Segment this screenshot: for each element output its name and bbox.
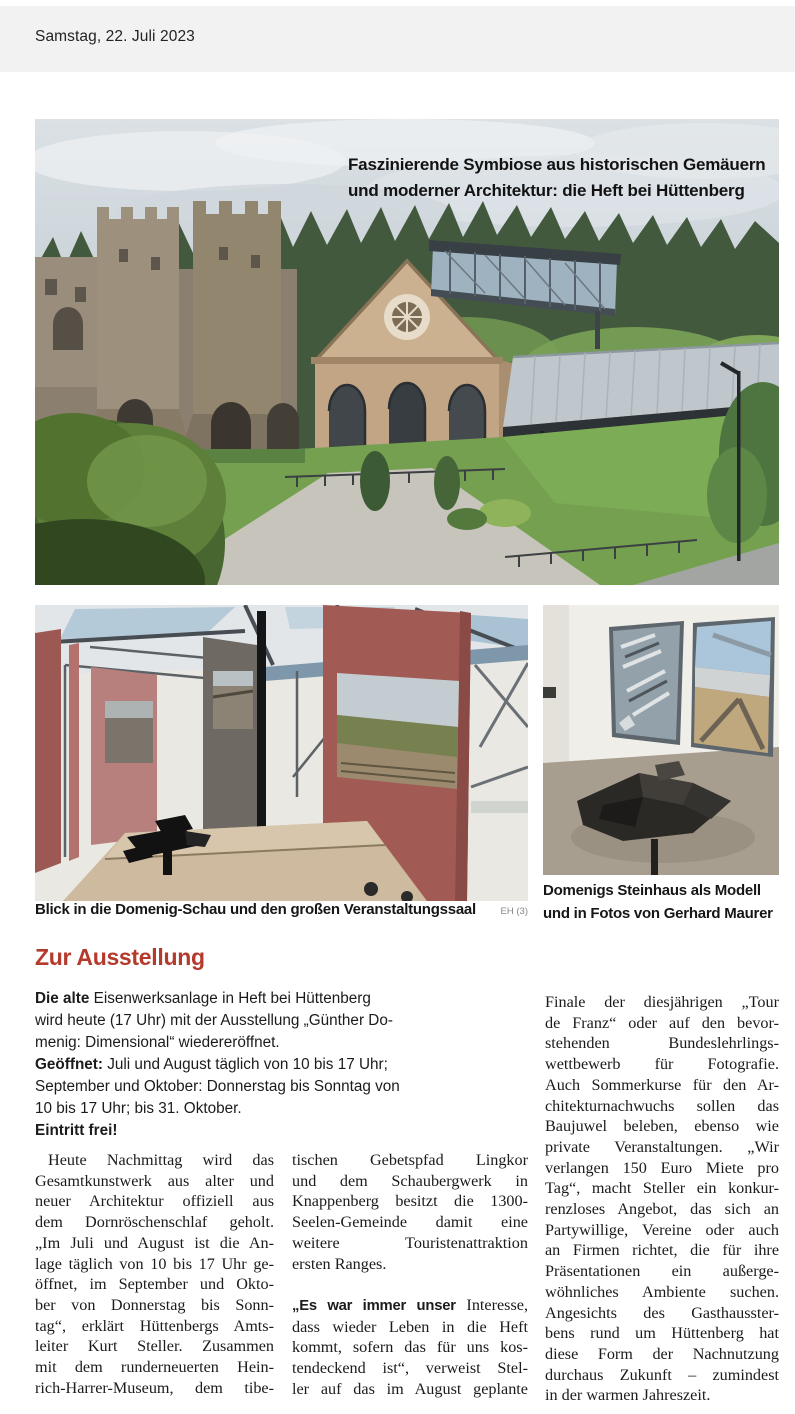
caption-right: Domenigs Steinhaus als Modell und in Fotos von Gerhard Maurer bbox=[543, 882, 773, 922]
date-header-band bbox=[0, 6, 795, 72]
photo-frame-right bbox=[691, 617, 775, 757]
infobox-text: Die alte Eisenwerksanlage in Heft bei Hüttenberg wird heute (17 Uhr) mit der Ausstellung „Günther Do- menig: Dimensional“ wiedereröffnet. Geöffnet: Juli und August täglich von 10 bis 17 Uhr; September und Oktober: Donnerstag bis Sonntag von 10 bis 17 Uhr; bis 31. Oktober. Eintritt frei! bbox=[35, 990, 400, 1139]
photo-frame-left bbox=[609, 621, 684, 745]
center-panel bbox=[203, 637, 257, 837]
photo-credit: EH (3) bbox=[500, 906, 528, 917]
hero-caption-line2: und moderner Architektur: die Heft bei Hüttenberg bbox=[348, 181, 745, 200]
floor-band bbox=[471, 801, 528, 813]
caption-left-text: Blick in die Domenig-Schau und den großen Veranstaltungssaal bbox=[35, 901, 476, 918]
article-column-1: Heute Nachmittag wird das Gesamtkunstwerk aus alter und neuer Architektur offiziell aus dem Dornröschenschlaf geholt. „Im Juli und August ist die An- lage täglich von 10 bis 17 Uhr ge- öffnet, im September und Okto- ber von Donnerstag bis Sonn- tag“, erklärt Hüttenbergs Amts- leiter Kurt Steller. Zusammen mit dem runderneuerten Hein- rich-Harrer-Museum, dem tibe- bbox=[35, 1151, 274, 1397]
exhibition-photo bbox=[35, 605, 528, 901]
article-column-3: Finale der diesjährigen „Tour de Franz“ oder auf den bevor- stehenden Bundeslehrlings- wettbewerb für Fotografie. Auch Sommerkurse für den Ar- chitekturnachwuchs sollen das Baujuwel beleben, ebenso wie private Veranstaltungen. „Wir verlangen 150 Euro Miete pro Tag“, macht Steller ein konkur- renzloses Angebot, das sich an Partywillige, Vereine oder auch an Firmen richtet, die für ihre Präsentationen ein außerge- wöhnliches Ambiente suchen. Angesichts des Gasthausster- bens rund um Hüttenberg hat diese Form der Nachnutzung durchaus Zukunft – zumindest in der warmen Jahreszeit. bbox=[545, 993, 779, 1405]
hero-photo bbox=[35, 119, 779, 585]
hero-caption bbox=[348, 152, 773, 204]
steinhaus-photo-art bbox=[543, 605, 779, 875]
hero-caption-line1: Faszinierende Symbiose aus historischen Gemäuern bbox=[348, 155, 766, 174]
steinhaus-photo bbox=[543, 605, 779, 875]
article-column-2: tischen Gebetspfad Lingkor und dem Schaubergwerk in Knappenberg besitzt die 1300- Seelen-Gemeinde damit eine weitere Touristenattraktion ersten Ranges. „Es war immer unser Interesse, dass wieder Leben in die Heft kommt, sofern das für uns kos- tendeckend ist“, verweist Stel- ler auf das im August geplante bbox=[292, 1151, 528, 1398]
infobox-heading: Zur Ausstellung bbox=[35, 944, 205, 970]
exhibition-photo-art bbox=[35, 605, 528, 901]
wall-fixture bbox=[543, 687, 556, 698]
caption-left bbox=[35, 901, 528, 918]
date-text: Samstag, 22. Juli 2023 bbox=[35, 28, 195, 45]
